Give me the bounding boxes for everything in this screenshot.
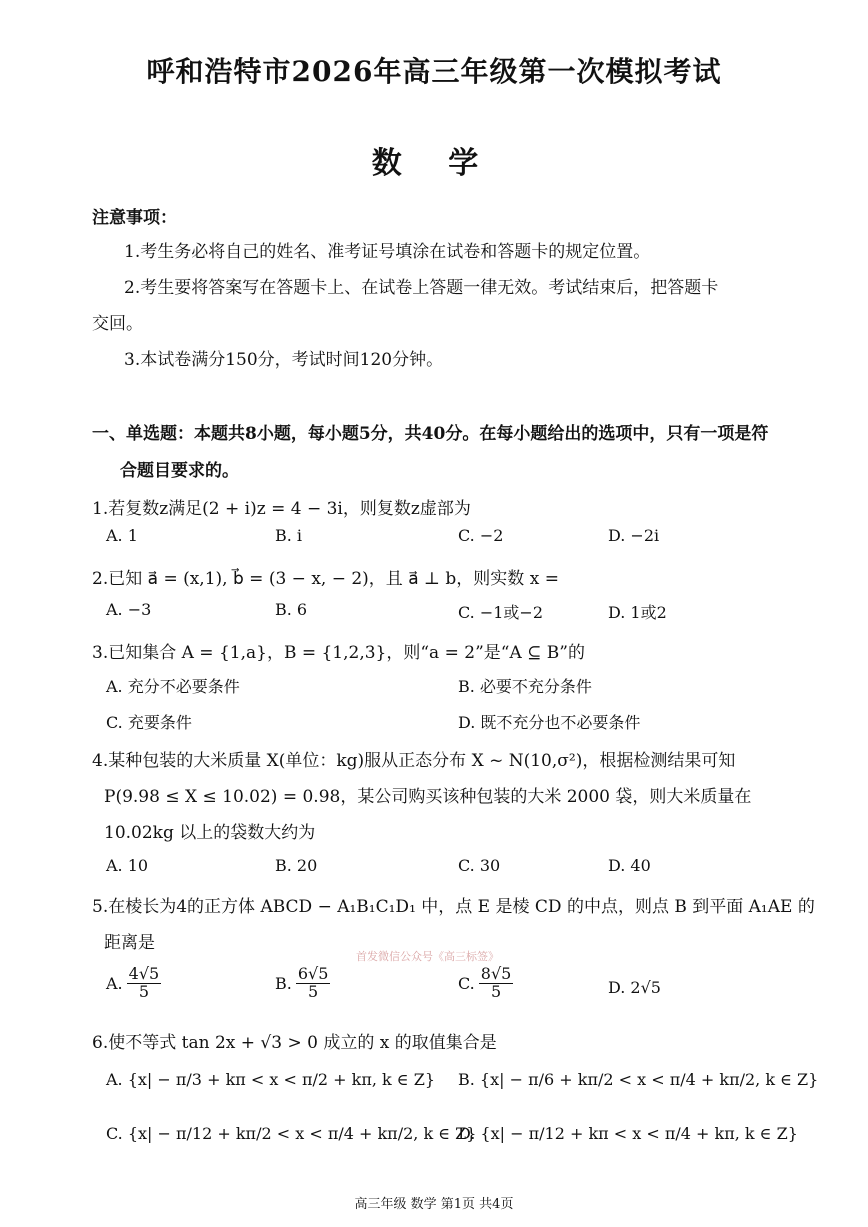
q5-option-a-label: A. [106, 973, 123, 993]
question-6-stem: 6.使不等式 tan 2x + √3 > 0 成立的 x 的取值集合是 [92, 1033, 497, 1053]
q3-option-a: A. 充分不必要条件 [106, 677, 240, 696]
q6-option-c: C. {x| − π/12 + kπ/2 < x < π/4 + kπ/2, k ∈ Z} [106, 1124, 477, 1143]
exam-title: 呼和浩特市2026年高三年级第一次模拟考试 [146, 55, 722, 88]
section-heading-cont: 合题目要求的。 [120, 461, 239, 481]
subject-title: 数 学 [371, 146, 497, 181]
q6-option-a: A. {x| − π/3 + kπ < x < π/2 + kπ, k ∈ Z} [106, 1070, 436, 1089]
q1-option-b: B. i [275, 526, 303, 545]
q4-option-b: B. 20 [275, 856, 318, 875]
q5-option-b-numerator: 6√5 [297, 964, 329, 983]
q4-option-a: A. 10 [106, 856, 149, 875]
q5-option-c [458, 966, 513, 1001]
q2-option-b: B. 6 [275, 600, 308, 619]
q6-option-d: D. {x| − π/12 + kπ < x < π/4 + kπ, k ∈ Z} [458, 1124, 798, 1143]
q5-option-c-label: C. [458, 973, 475, 993]
q5-option-c-fraction [479, 966, 514, 1001]
q1-option-c: C. −2 [458, 526, 504, 545]
page-footer: 高三年级 数学 第1页 共4页 [354, 1197, 514, 1212]
q5-option-a-denominator: 5 [138, 981, 150, 1001]
q5-option-b-denominator: 5 [308, 981, 319, 1001]
question-3-stem: 3.已知集合 A = {1,a}，B = {1,2,3}，则“a = 2”是“A ⊆ B”的 [92, 643, 585, 663]
q5-option-d: D. 2√5 [608, 978, 661, 997]
note-item-2: 2.考生要将答案写在答题卡上、在试卷上答题一律无效。考试结束后，把答题卡 [124, 278, 719, 298]
note-item-2-cont: 交回。 [92, 314, 143, 334]
q5-option-a [106, 966, 161, 1001]
q4-option-d: D. 40 [608, 856, 651, 875]
q2-option-a: A. −3 [106, 600, 152, 619]
question-4-line-3: 10.02kg 以上的袋数大约为 [104, 823, 316, 843]
q5-option-c-numerator: 8√5 [480, 964, 512, 983]
q1-option-d: D. −2i [608, 526, 660, 545]
notes-heading: 注意事项： [92, 208, 177, 228]
section-heading: 一、单选题：本题共8小题，每小题5分，共40分。在每小题给出的选项中，只有一项是符 [92, 424, 769, 444]
note-item-1: 1.考生务必将自己的姓名、准考证号填涂在试卷和答题卡的规定位置。 [124, 242, 651, 262]
watermark-text: 首发微信公众号《高三标签》 [356, 950, 499, 963]
q5-option-a-fraction [127, 966, 162, 1001]
q2-option-d: D. 1或2 [608, 603, 667, 622]
q1-option-a: A. 1 [106, 526, 138, 545]
question-1-stem: 1.若复数z满足(2 + i)z = 4 − 3i，则复数z虚部为 [92, 499, 471, 519]
q2-option-c: C. −1或−2 [458, 603, 544, 622]
q5-option-b [275, 966, 330, 1001]
q5-option-c-denominator: 5 [490, 981, 502, 1001]
q5-option-a-numerator: 4√5 [128, 964, 160, 983]
question-5-line-2: 距离是 [104, 933, 155, 953]
q4-option-c: C. 30 [458, 856, 501, 875]
q3-option-c: C. 充要条件 [106, 713, 192, 732]
note-item-3: 3.本试卷满分150分，考试时间120分钟。 [124, 350, 444, 370]
question-4-line-1: 4.某种包装的大米质量 X(单位：kg)服从正态分布 X ~ N(10,σ²)，根据检测结果可知 [92, 751, 736, 771]
q3-option-b: B. 必要不充分条件 [458, 677, 592, 696]
q6-option-b: B. {x| − π/6 + kπ/2 < x < π/4 + kπ/2, k ∈ Z} [458, 1070, 819, 1089]
question-2-stem: 2.已知 a⃗ = (x,1), b⃗ = (3 − x, − 2)，且 a⃗ ⊥ b，则实数 x = [92, 569, 559, 589]
q5-option-b-label: B. [275, 973, 292, 993]
q5-option-b-fraction [296, 966, 331, 1001]
q3-option-d: D. 既不充分也不必要条件 [458, 713, 641, 732]
question-4-line-2: P(9.98 ≤ X ≤ 10.02) = 0.98，某公司购买该种包装的大米 2000 袋，则大米质量在 [104, 787, 752, 807]
question-5-line-1: 5.在棱长为4的正方体 ABCD − A₁B₁C₁D₁ 中，点 E 是棱 CD 的中点，则点 B 到平面 A₁AE 的 [92, 897, 815, 917]
